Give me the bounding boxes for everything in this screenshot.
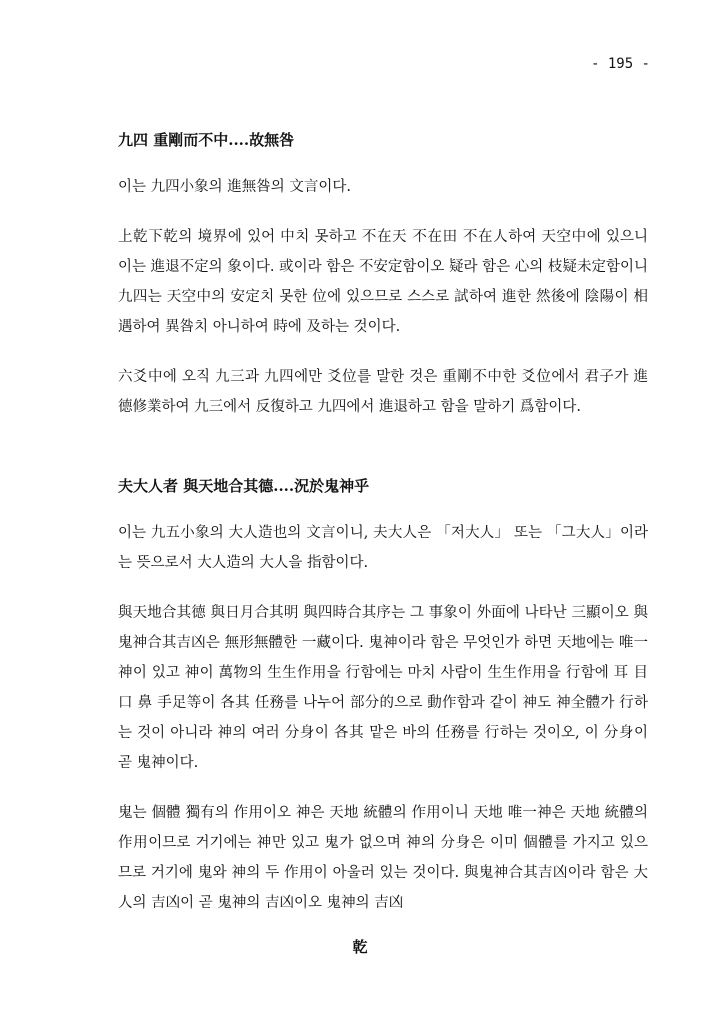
paragraph: 이는 九五小象의 大人造也의 文言이니, 夫大人은 「저大人」 또는 「그大人」이라는 뜻으로서 大人造의 大人을 指함이다. bbox=[118, 525, 648, 571]
page-body bbox=[118, 128, 648, 918]
section-heading: 夫大人者 與天地合其德....況於鬼神乎 bbox=[118, 477, 370, 495]
paragraph: 與天地合其德 與日月合其明 與四時合其序는 그 事象이 外面에 나타난 三顯이오 與鬼神合其吉凶은 無形無體한 一藏이다. 鬼神이라 함은 무엇인가 하면 天地에는 唯一神이 있고 神이 萬物의 生生作用을 行함에는 마치 사람이 生生作用을 行함에 耳 目 口 鼻 手足等이 各其 任務를 나누어 部分的으로 動作함과 같이 神도 神全體가 行하는 것이 아니라 神의 여러 分身이 各其 맡은 바의 任務를 行하는 것이오, 이 分身이 곧 鬼神이다. bbox=[118, 605, 648, 771]
page-number: - 195 - bbox=[590, 56, 650, 72]
footer-chapter-mark: 乾 bbox=[352, 938, 368, 956]
paragraph: 六爻中에 오직 九三과 九四에만 爻位를 말한 것은 重剛不中한 爻位에서 君子가 進德修業하여 九三에서 反復하고 九四에서 進退하고 함을 말하기 爲함이다. bbox=[118, 369, 648, 415]
paragraph: 上乾下乾의 境界에 있어 中치 못하고 不在天 不在田 不在人하여 天空中에 있으니 이는 進退不定의 象이다. 或이라 함은 不安定함이오 疑라 함은 心의 枝疑未定함이니 九四는 天空中의 安定치 못한 位에 있으므로 스스로 試하여 進한 然後에 陰陽이 相遇하여 異咎치 아니하여 時에 及하는 것이다. bbox=[118, 229, 648, 335]
section-2 bbox=[118, 474, 648, 918]
paragraph: 鬼는 個體 獨有의 作用이오 神은 天地 統體의 作用이니 天地 唯一神은 天地 統體의 作用이므로 거기에는 神만 있고 鬼가 없으며 神의 分身은 이미 個體를 가지고 있으므로 거기에 鬼와 神의 두 作用이 아울러 있는 것이다. 與鬼神合其吉凶이라 함은 大人의 吉凶이 곧 鬼神의 吉凶이오 鬼神의 吉凶 bbox=[118, 805, 648, 911]
section-heading: 九四 重剛而不中....故無咎 bbox=[118, 131, 295, 149]
section-1 bbox=[118, 128, 648, 422]
paragraph: 이는 九四小象의 進無咎의 文言이다. bbox=[118, 179, 351, 195]
